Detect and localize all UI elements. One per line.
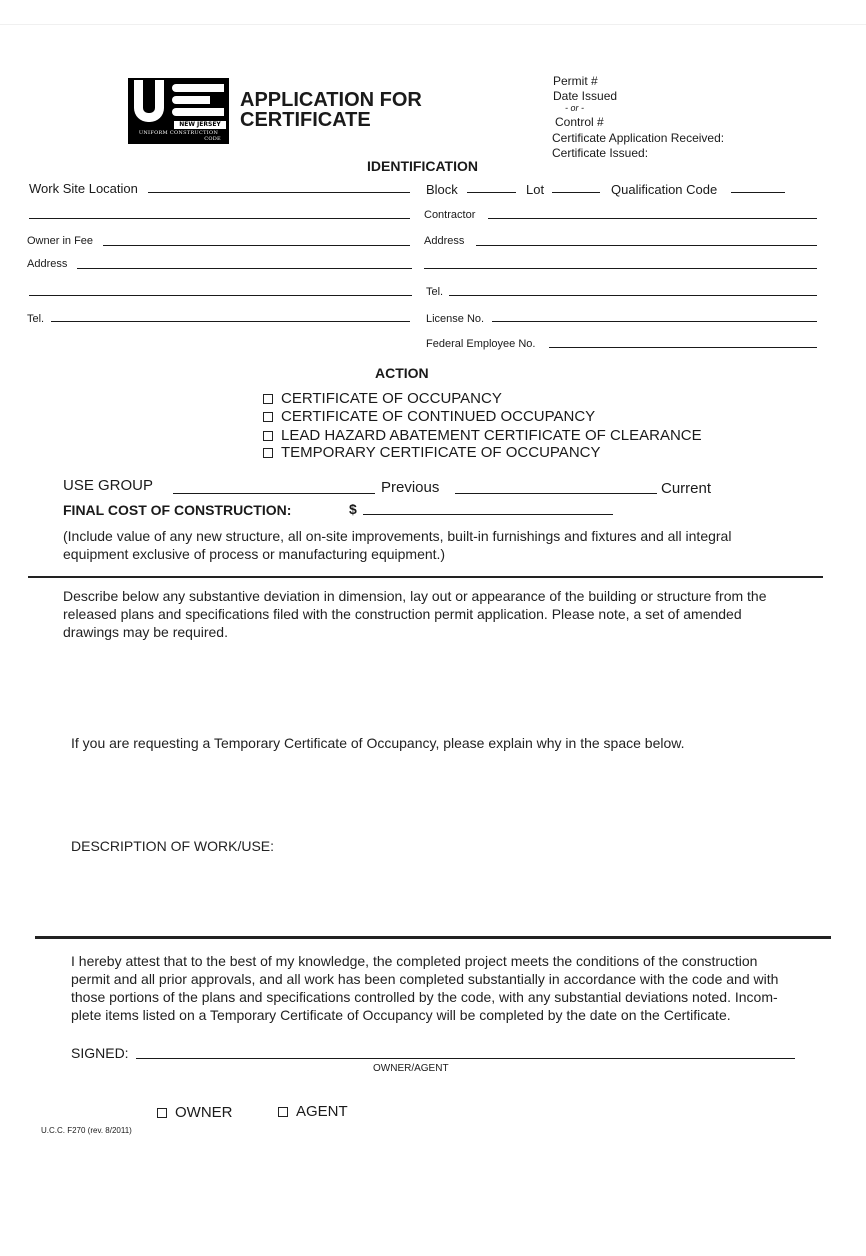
owner-address-label: Address — [27, 258, 68, 270]
form-title — [240, 90, 422, 130]
owner-in-fee-label: Owner in Fee — [27, 235, 94, 247]
contractor-address-field-2[interactable] — [424, 268, 817, 269]
license-no-field[interactable] — [492, 321, 817, 322]
logo-ucc-text — [130, 130, 227, 142]
logo-u-shape — [134, 80, 164, 122]
action-heading: ACTION — [375, 365, 429, 381]
deviation-line2: released plans and specifications filed with the construction permit application. Please note, a set of amended — [63, 606, 742, 622]
form-title-line1: APPLICATION FOR — [240, 89, 422, 111]
logo-ucc-line1: UNIFORM CONSTRUCTION — [138, 130, 219, 136]
cert-issued-label: Certificate Issued: — [552, 146, 649, 160]
logo-state-text: NEW JERSEY — [174, 121, 226, 129]
use-group-current-label: Current — [661, 480, 712, 497]
use-group-previous-field[interactable] — [173, 493, 375, 494]
section-divider — [28, 576, 823, 578]
ucc-nj-logo — [128, 78, 229, 144]
action-option-certificate-of-occupancy[interactable] — [263, 390, 502, 407]
deviation-line3: drawings may be required. — [63, 624, 228, 640]
contractor-tel-field[interactable] — [449, 295, 817, 296]
qualification-code-field[interactable] — [731, 192, 785, 193]
contractor-address-label: Address — [424, 235, 465, 247]
action-option-label: TEMPORARY CERTIFICATE OF OCCUPANCY — [281, 444, 601, 461]
logo-ucc-line2: CODE — [204, 136, 221, 142]
checkbox[interactable] — [278, 1107, 288, 1117]
logo-bar — [172, 108, 224, 116]
control-label: Control # — [555, 115, 604, 129]
attestation-line3: those portions of the plans and specifications controlled by the code, with any substantial deviations noted. Incom- — [71, 989, 778, 1005]
action-option-continued-occupancy[interactable] — [263, 408, 595, 425]
deviation-instructions — [63, 587, 843, 641]
logo-bar — [172, 84, 224, 92]
signature-caption: OWNER/AGENT — [373, 1063, 449, 1074]
work-site-location-field[interactable] — [148, 192, 410, 193]
identification-heading: IDENTIFICATION — [367, 158, 478, 174]
deviation-line1: Describe below any substantive deviation in dimension, lay out or appearance of the building or structure from the — [63, 588, 767, 604]
action-option-label: CERTIFICATE OF CONTINUED OCCUPANCY — [281, 408, 596, 425]
signature-field[interactable] — [136, 1058, 795, 1059]
owner-tel-label: Tel. — [27, 313, 45, 325]
permit-label: Permit # — [553, 74, 598, 88]
block-label: Block — [426, 182, 458, 197]
cost-note-line2: equipment exclusive of process or manufacturing equipment.) — [63, 546, 446, 562]
work-site-location-field-2[interactable] — [29, 218, 410, 219]
action-option-label: CERTIFICATE OF OCCUPANCY — [281, 390, 502, 407]
checkbox[interactable] — [157, 1108, 167, 1118]
owner-tel-field[interactable] — [51, 321, 410, 322]
attestation-text — [71, 952, 841, 1024]
description-of-work-label: DESCRIPTION OF WORK/USE: — [71, 838, 275, 854]
owner-option-label: OWNER — [175, 1104, 233, 1121]
use-group-current-field[interactable] — [455, 493, 657, 494]
contractor-address-field[interactable] — [476, 245, 817, 246]
or-label: - or - — [565, 103, 584, 113]
contractor-tel-label: Tel. — [426, 286, 444, 298]
owner-address-field[interactable] — [77, 268, 412, 269]
action-option-lead-hazard[interactable] — [263, 427, 702, 444]
temporary-request-instructions: If you are requesting a Temporary Certificate of Occupancy, please explain why in the space below. — [71, 735, 685, 751]
contractor-field[interactable] — [488, 218, 817, 219]
date-issued-label: Date Issued — [553, 89, 618, 103]
license-no-label: License No. — [426, 313, 485, 325]
currency-symbol: $ — [349, 501, 357, 517]
use-group-label: USE GROUP — [63, 477, 154, 494]
form-number: U.C.C. F270 (rev. 8/2011) — [41, 1126, 132, 1135]
owner-address-field-2[interactable] — [29, 295, 412, 296]
agent-option[interactable] — [278, 1103, 348, 1120]
contractor-label: Contractor — [424, 209, 476, 221]
page-top-border — [0, 24, 866, 25]
owner-option[interactable] — [157, 1104, 233, 1121]
signed-label: SIGNED: — [71, 1045, 129, 1061]
final-cost-label: FINAL COST OF CONSTRUCTION: — [63, 502, 292, 518]
work-site-location-label: Work Site Location — [29, 181, 138, 196]
cert-received-label: Certificate Application Received: — [552, 131, 725, 145]
action-option-temporary-occupancy[interactable] — [263, 444, 600, 461]
checkbox[interactable] — [263, 412, 273, 422]
attestation-divider — [35, 936, 831, 939]
cost-note-line1: (Include value of any new structure, all on-site improvements, built-in furnishings and fixtures and all integral — [63, 528, 732, 544]
federal-employee-no-field[interactable] — [549, 347, 817, 348]
attestation-line1: I hereby attest that to the best of my knowledge, the completed project meets the conditions of the construction — [71, 953, 758, 969]
lot-label: Lot — [526, 182, 545, 197]
checkbox[interactable] — [263, 431, 273, 441]
attestation-line4: plete items listed on a Temporary Certificate of Occupancy will be completed by the date on the Certificate. — [71, 1007, 731, 1023]
use-group-previous-label: Previous — [381, 479, 440, 496]
form-title-line2: CERTIFICATE — [240, 109, 371, 131]
logo-bar — [172, 96, 210, 104]
lot-field[interactable] — [552, 192, 600, 193]
owner-in-fee-field[interactable] — [103, 245, 410, 246]
attestation-line2: permit and all prior approvals, and all work has been completed substantially in accordance with the code and with — [71, 971, 779, 987]
cost-note — [63, 527, 843, 563]
agent-option-label: AGENT — [296, 1103, 348, 1120]
checkbox[interactable] — [263, 394, 273, 404]
block-field[interactable] — [467, 192, 516, 193]
action-option-label: LEAD HAZARD ABATEMENT CERTIFICATE OF CLEARANCE — [281, 427, 702, 444]
federal-employee-no-label: Federal Employee No. — [426, 338, 536, 350]
final-cost-field[interactable] — [363, 514, 613, 515]
qualification-code-label: Qualification Code — [611, 182, 718, 197]
checkbox[interactable] — [263, 448, 273, 458]
